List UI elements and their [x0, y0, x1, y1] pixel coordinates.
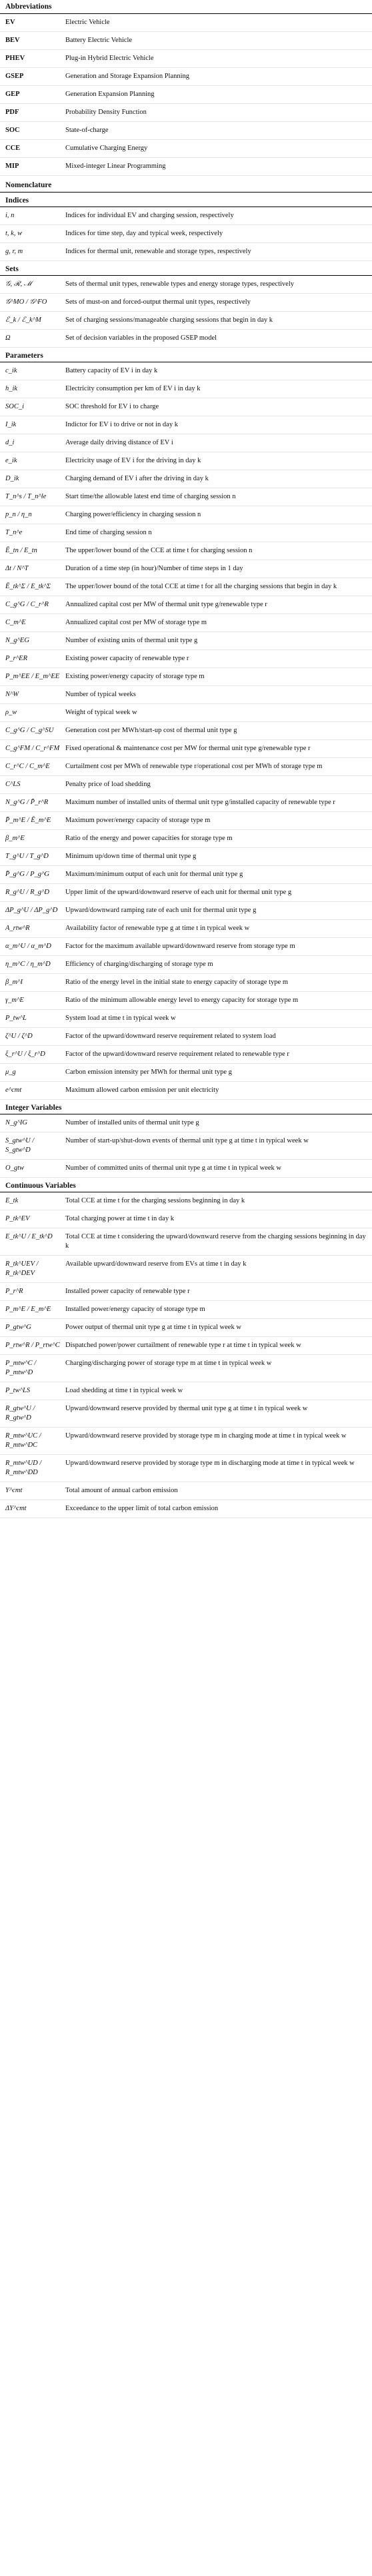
description-cell: Ratio of the energy and power capacities for storage type m	[65, 835, 233, 842]
table-row	[0, 1455, 372, 1482]
description-cell: Penalty price of load shedding	[65, 781, 151, 788]
description-cell: Sets of must-on and forced-output thermal unit types, respectively	[65, 298, 251, 306]
description-cell: Available upward/downward reserve from EVs at time t in day k	[65, 1260, 247, 1268]
parameters-list	[0, 362, 372, 1100]
table-row	[0, 276, 372, 294]
table-row	[0, 758, 372, 776]
symbol-cell: P_tk^EV	[5, 1215, 30, 1222]
symbol-cell: MIP	[5, 163, 19, 170]
symbol-cell: α_m^U / α_m^D	[5, 943, 51, 950]
description-cell: Set of decision variables in the proposed GSEP model	[65, 334, 217, 342]
description-cell: Ratio of the minimum allowable energy level to energy capacity for storage type m	[65, 997, 299, 1004]
symbol-cell: Ē_tn / E_tn	[5, 547, 37, 554]
table-row	[0, 1400, 372, 1428]
description-cell: Carbon emission intensity per MWh for thermal unit type g	[65, 1069, 232, 1076]
symbol-cell: γ_m^E	[5, 997, 24, 1004]
description-cell: Generation Expansion Planning	[65, 91, 155, 98]
table-row	[0, 794, 372, 812]
description-cell: Total CCE at time t for the charging sessions beginning in day k	[65, 1197, 245, 1204]
symbol-cell: R_gtw^U / R_gtw^D	[5, 1405, 35, 1422]
description-cell: Power output of thermal unit type g at time t in typical week w	[65, 1324, 241, 1331]
table-row	[0, 470, 372, 488]
table-row	[0, 1337, 372, 1355]
symbol-cell: GEP	[5, 91, 20, 98]
table-row	[0, 956, 372, 974]
symbol-cell: P̄_g^G / P_g^G	[5, 871, 50, 878]
description-cell: Start time/the allowable latest end time of charging session n	[65, 493, 236, 500]
description-cell: Exceedance to the upper limit of total carbon emission	[65, 1505, 219, 1512]
integer-variables-title: Integer Variables	[0, 1100, 372, 1114]
description-cell: Cumulative Charging Energy	[65, 145, 148, 152]
description-cell: State-of-charge	[65, 127, 109, 134]
symbol-cell: e^cmt	[5, 1086, 22, 1094]
integer-variables-list	[0, 1114, 372, 1178]
symbol-cell: EV	[5, 19, 15, 26]
description-cell: Efficiency of charging/discharging of storage type m	[65, 961, 213, 968]
description-cell: Charging power/efficiency in charging session n	[65, 511, 201, 518]
symbol-cell: ξ_r^U / ξ_r^D	[5, 1051, 45, 1058]
description-cell: Weight of typical week w	[65, 709, 137, 716]
symbol-cell: 𝒢, ℛ, ℳ	[5, 280, 32, 288]
symbol-cell: BEV	[5, 37, 20, 44]
description-cell: Duration of a time step (in hour)/Number of time steps in 1 day	[65, 565, 243, 572]
description-cell: Set of charging sessions/manageable charging sessions that begin in day k	[65, 316, 273, 324]
symbol-cell: ℰ_k / ℰ_k^M	[5, 316, 41, 324]
table-row	[0, 704, 372, 722]
symbol-cell: P_rtw^R / P_rtw^C	[5, 1342, 60, 1349]
description-cell: Indices for time step, day and typical week, respectively	[65, 230, 223, 237]
symbol-cell: N^W	[5, 691, 19, 698]
symbol-cell: β_m^E	[5, 835, 25, 842]
description-cell: Load shedding at time t in typical week w	[65, 1387, 183, 1394]
table-row	[0, 1355, 372, 1382]
description-cell: Existing power capacity of renewable type r	[65, 655, 189, 662]
description-cell: Plug-in Hybrid Electric Vehicle	[65, 55, 154, 62]
symbol-cell: R_tk^UEV / R_tk^DEV	[5, 1260, 39, 1277]
table-row	[0, 225, 372, 243]
description-cell: Mixed-integer Linear Programming	[65, 163, 166, 170]
description-cell: Annualized capital cost per MW of storage type m	[65, 619, 207, 626]
description-cell: Total CCE at time t considering the upward/downward reserve from the charging sessions beginning in day k	[65, 1233, 366, 1250]
symbol-cell: g, r, m	[5, 248, 23, 255]
symbol-cell: S_gtw^U / S_gtw^D	[5, 1137, 35, 1154]
table-row	[0, 243, 372, 261]
table-row	[0, 1428, 372, 1455]
description-cell: Battery Electric Vehicle	[65, 37, 133, 44]
indices-list	[0, 207, 372, 261]
symbol-cell: 𝒢^MO / 𝒢^FO	[5, 298, 47, 306]
table-row	[0, 14, 372, 32]
table-row	[0, 1028, 372, 1046]
table-row	[0, 434, 372, 452]
symbol-cell: ΔY^cmt	[5, 1505, 27, 1512]
nomenclature-title: Nomenclature	[0, 179, 372, 193]
symbol-cell: T_n^s / T_n^le	[5, 493, 47, 500]
symbol-cell: ζ^U / ζ^D	[5, 1033, 33, 1040]
table-row	[0, 938, 372, 956]
table-row	[0, 974, 372, 992]
symbol-cell: PDF	[5, 109, 19, 116]
description-cell: Upper limit of the upward/downward reserve of each unit for thermal unit type g	[65, 889, 292, 896]
symbol-cell: CCE	[5, 145, 21, 152]
symbol-cell: C^LS	[5, 781, 21, 788]
symbol-cell: GSEP	[5, 73, 24, 80]
table-row	[0, 104, 372, 122]
table-row	[0, 1160, 372, 1178]
description-cell: Factor of the upward/downward reserve requirement related to system load	[65, 1033, 276, 1040]
symbol-cell: Δt / N^T	[5, 565, 29, 572]
description-cell: Generation cost per MWh/start-up cost of thermal unit type g	[65, 727, 237, 734]
table-row	[0, 866, 372, 884]
description-cell: The upper/lower bound of the CCE at time t for charging session n	[65, 547, 253, 554]
description-cell: Annualized capital cost per MW of thermal unit type g/renewable type r	[65, 601, 267, 608]
table-row	[0, 884, 372, 902]
symbol-cell: P_r^R	[5, 1288, 23, 1295]
description-cell: Installed power capacity of renewable type r	[65, 1288, 190, 1295]
symbol-cell: e_ik	[5, 457, 17, 464]
symbol-cell: N_g^G / P̄_r^R	[5, 799, 49, 806]
symbol-cell: P̄_m^E / Ē_m^E	[5, 817, 51, 824]
description-cell: The upper/lower bound of the total CCE at time t for all the charging sessions that begin in day k	[65, 583, 337, 590]
table-row	[0, 1046, 372, 1064]
table-row	[0, 524, 372, 542]
description-cell: Probability Density Function	[65, 109, 147, 116]
table-row	[0, 1482, 372, 1500]
table-row	[0, 1301, 372, 1319]
symbol-cell: P_r^ER	[5, 655, 28, 662]
symbol-cell: E_tk^U / E_tk^D	[5, 1233, 53, 1240]
description-cell: System load at time t in typical week w	[65, 1015, 176, 1022]
table-row	[0, 32, 372, 50]
symbol-cell: C_g^G / C_g^SU	[5, 727, 54, 734]
symbol-cell: SOC	[5, 127, 20, 134]
table-row	[0, 560, 372, 578]
description-cell: Number of installed units of thermal unit type g	[65, 1119, 199, 1126]
description-cell: Upward/downward reserve provided by storage type m in charging mode at time t in typical week w	[65, 1432, 347, 1440]
abbreviations-title: Abbreviations	[0, 0, 372, 14]
table-row	[0, 650, 372, 668]
table-row	[0, 632, 372, 650]
symbol-cell: β_m^I	[5, 979, 23, 986]
description-cell: Maximum/minimum output of each unit for thermal unit type g	[65, 871, 243, 878]
description-cell: Total charging power at time t in day k	[65, 1215, 174, 1222]
sets-list	[0, 276, 372, 348]
symbol-cell: PHEV	[5, 55, 25, 62]
table-row	[0, 614, 372, 632]
description-cell: Installed power/energy capacity of storage type m	[65, 1306, 205, 1313]
symbol-cell: t, k, w	[5, 230, 23, 237]
description-cell: Upward/downward reserve provided by storage type m in discharging mode at time t in typical week w	[65, 1460, 355, 1467]
table-row	[0, 294, 372, 312]
table-row	[0, 578, 372, 596]
table-row	[0, 740, 372, 758]
description-cell: Dispatched power/power curtailment of renewable type r at time t in typical week w	[65, 1342, 301, 1349]
table-row	[0, 902, 372, 920]
table-row	[0, 506, 372, 524]
description-cell: Minimum up/down time of thermal unit type g	[65, 853, 197, 860]
description-cell: Electricity consumption per km of EV i in day k	[65, 385, 201, 392]
table-row	[0, 1192, 372, 1210]
table-row	[0, 330, 372, 348]
description-cell: Sets of thermal unit types, renewable types and energy storage types, respectively	[65, 280, 294, 288]
indices-title: Indices	[0, 193, 372, 207]
table-row	[0, 1256, 372, 1283]
symbol-cell: C_g^FM / C_r^FM	[5, 745, 60, 752]
description-cell: Electricity usage of EV i for the driving in day k	[65, 457, 201, 464]
table-row	[0, 1132, 372, 1160]
symbol-cell: D_ik	[5, 475, 19, 482]
symbol-cell: P_tw^LS	[5, 1387, 31, 1394]
symbol-cell: P_m^E / E_m^E	[5, 1306, 51, 1313]
parameters-title: Parameters	[0, 348, 372, 362]
description-cell: Number of start-up/shut-down events of thermal unit type g at time t in typical week w	[65, 1137, 309, 1144]
description-cell: Number of committed units of thermal unit type g at time t in typical week w	[65, 1164, 281, 1172]
symbol-cell: ΔP_g^U / ΔP_g^D	[5, 907, 58, 914]
table-row	[0, 362, 372, 380]
description-cell: Average daily driving distance of EV i	[65, 439, 173, 446]
symbol-cell: P_mtw^C / P_mtw^D	[5, 1360, 37, 1376]
table-row	[0, 86, 372, 104]
description-cell: Upward/downward reserve provided by thermal unit type g at time t in typical week w	[65, 1405, 308, 1412]
symbol-cell: R_mtw^UD / R_mtw^DD	[5, 1460, 42, 1476]
symbol-cell: Y^cmt	[5, 1487, 23, 1494]
symbol-cell: μ_g	[5, 1069, 16, 1076]
table-row	[0, 1382, 372, 1400]
symbol-cell: R_mtw^UC / R_mtw^DC	[5, 1432, 41, 1449]
table-row	[0, 380, 372, 398]
symbol-cell: C_r^C / C_m^E	[5, 763, 50, 770]
abbreviations-list	[0, 14, 372, 176]
table-row	[0, 488, 372, 506]
description-cell: Indices for individual EV and charging session, respectively	[65, 212, 234, 219]
table-row	[0, 398, 372, 416]
description-cell: Factor of the upward/downward reserve requirement related to renewable type r	[65, 1051, 289, 1058]
description-cell: Charging/discharging power of storage type m at time t in typical week w	[65, 1360, 272, 1367]
description-cell: End time of charging session n	[65, 529, 152, 536]
description-cell: Indictor for EV i to drive or not in day k	[65, 421, 178, 428]
description-cell: Availability factor of renewable type g at time t in typical week w	[65, 925, 250, 932]
continuous-variables-list	[0, 1192, 372, 1518]
table-row	[0, 1010, 372, 1028]
description-cell: Battery capacity of EV i in day k	[65, 367, 158, 374]
table-row	[0, 1319, 372, 1337]
symbol-cell: Ω	[5, 334, 11, 342]
table-row	[0, 542, 372, 560]
table-row	[0, 1064, 372, 1082]
table-row	[0, 686, 372, 704]
table-row	[0, 68, 372, 86]
symbol-cell: T_g^U / T_g^D	[5, 853, 49, 860]
description-cell: Number of typical weeks	[65, 691, 136, 698]
continuous-variables-title: Continuous Variables	[0, 1178, 372, 1192]
table-row	[0, 50, 372, 68]
symbol-cell: d_i	[5, 439, 15, 446]
symbol-cell: p_n / η_n	[5, 511, 32, 518]
symbol-cell: P_gtw^G	[5, 1324, 31, 1331]
symbol-cell: N_g^EG	[5, 637, 29, 644]
description-cell: SOC threshold for EV i to charge	[65, 403, 159, 410]
symbol-cell: η_m^C / η_m^D	[5, 961, 51, 968]
symbol-cell: ρ_w	[5, 709, 17, 716]
symbol-cell: T_n^e	[5, 529, 23, 536]
table-row	[0, 812, 372, 830]
table-row	[0, 207, 372, 225]
table-row	[0, 776, 372, 794]
table-row	[0, 452, 372, 470]
symbol-cell: c_ik	[5, 367, 17, 374]
table-row	[0, 1500, 372, 1518]
symbol-cell: C_g^G / C_r^R	[5, 601, 49, 608]
description-cell: Factor for the maximum available upward/downward reserve from storage type m	[65, 943, 295, 950]
table-row	[0, 1114, 372, 1132]
symbol-cell: Ē_tk^Σ / E_tk^Σ	[5, 583, 51, 590]
table-row	[0, 668, 372, 686]
description-cell: Fixed operational & maintenance cost per MW for thermal unit type g/renewable type r	[65, 745, 311, 752]
table-row	[0, 722, 372, 740]
description-cell: Maximum power/energy capacity of storage type m	[65, 817, 211, 824]
symbol-cell: C_m^E	[5, 619, 26, 626]
symbol-cell: h_ik	[5, 385, 18, 392]
sets-title: Sets	[0, 261, 372, 276]
description-cell: Maximum allowed carbon emission per unit electricity	[65, 1086, 219, 1094]
symbol-cell: E_tk	[5, 1197, 19, 1204]
table-row	[0, 158, 372, 176]
table-row	[0, 920, 372, 938]
symbol-cell: R_g^U / R_g^D	[5, 889, 50, 896]
description-cell: Number of existing units of thermal unit type g	[65, 637, 198, 644]
table-row	[0, 848, 372, 866]
table-row	[0, 1228, 372, 1256]
symbol-cell: O_gtw	[5, 1164, 25, 1172]
description-cell: Upward/downward ramping rate of each unit for thermal unit type g	[65, 907, 257, 914]
symbol-cell: i, n	[5, 212, 15, 219]
table-row	[0, 140, 372, 158]
table-row	[0, 830, 372, 848]
symbol-cell: I_ik	[5, 421, 17, 428]
table-row	[0, 122, 372, 140]
table-row	[0, 1082, 372, 1100]
description-cell: Indices for thermal unit, renewable and storage types, respectively	[65, 248, 251, 255]
table-row	[0, 1283, 372, 1301]
description-cell: Electric Vehicle	[65, 19, 110, 26]
description-cell: Total amount of annual carbon emission	[65, 1487, 178, 1494]
description-cell: Curtailment cost per MWh of renewable type r/operational cost per MWh of storage type m	[65, 763, 323, 770]
table-row	[0, 992, 372, 1010]
description-cell: Existing power/energy capacity of storage type m	[65, 673, 205, 680]
symbol-cell: SOC_i	[5, 403, 25, 410]
symbol-cell: A_rtw^R	[5, 925, 30, 932]
table-row	[0, 1210, 372, 1228]
description-cell: Generation and Storage Expansion Planning	[65, 73, 190, 80]
description-cell: Ratio of the energy level in the initial state to energy capacity of storage type m	[65, 979, 289, 986]
table-row	[0, 416, 372, 434]
table-row	[0, 312, 372, 330]
table-row	[0, 596, 372, 614]
description-cell: Maximum number of installed units of thermal unit type g/installed capacity of renewable type r	[65, 799, 335, 806]
description-cell: Charging demand of EV i after the driving in day k	[65, 475, 209, 482]
symbol-cell: P_tw^L	[5, 1015, 27, 1022]
symbol-cell: N_g^IG	[5, 1119, 28, 1126]
symbol-cell: P_m^EE / E_m^EE	[5, 673, 60, 680]
